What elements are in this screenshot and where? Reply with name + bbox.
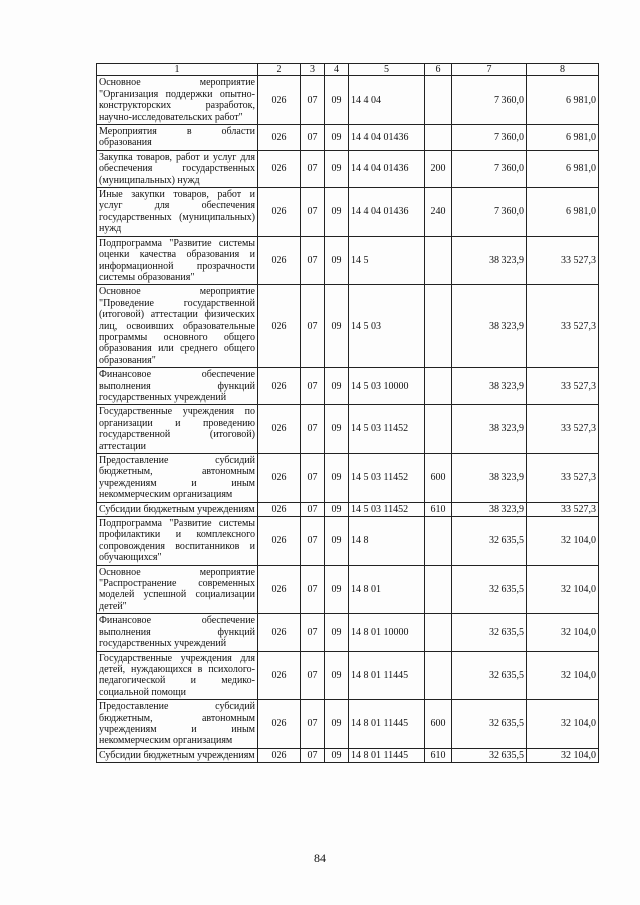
row-name-cell: Предоставление субсидий бюджетным, автономным учреждениям и иным некоммерческим организациям xyxy=(97,454,258,503)
row-expense-type-cell xyxy=(425,651,452,700)
row-section-cell: 07 xyxy=(301,368,325,405)
row-amount-cell: 33 527,3 xyxy=(527,285,599,368)
row-subsection-cell: 09 xyxy=(325,454,349,503)
row-name-cell: Подпрограмма "Развитие системы профилактики и комплексного сопровождения воспитанников и обучающихся" xyxy=(97,517,258,566)
table-row xyxy=(97,236,599,285)
column-header: 4 xyxy=(325,64,349,76)
row-name-cell: Мероприятия в области образования xyxy=(97,125,258,151)
row-subsection-cell: 09 xyxy=(325,76,349,125)
column-header: 6 xyxy=(425,64,452,76)
table-row xyxy=(97,285,599,368)
row-amount-cell: 7 360,0 xyxy=(452,125,527,151)
row-amount-cell: 38 323,9 xyxy=(452,368,527,405)
table-row xyxy=(97,405,599,454)
row-amount-cell: 32 635,5 xyxy=(452,748,527,762)
row-code-cell: 026 xyxy=(258,614,301,651)
row-code-cell: 026 xyxy=(258,565,301,614)
table-row xyxy=(97,454,599,503)
row-target-article-cell: 14 8 01 10000 xyxy=(349,614,425,651)
column-header: 3 xyxy=(301,64,325,76)
table-row xyxy=(97,614,599,651)
row-amount-cell: 32 104,0 xyxy=(527,748,599,762)
row-expense-type-cell xyxy=(425,405,452,454)
row-section-cell: 07 xyxy=(301,748,325,762)
table-row xyxy=(97,150,599,187)
row-amount-cell: 32 635,5 xyxy=(452,565,527,614)
row-subsection-cell: 09 xyxy=(325,188,349,237)
row-target-article-cell: 14 5 03 11452 xyxy=(349,502,425,516)
row-code-cell: 026 xyxy=(258,700,301,749)
row-amount-cell: 33 527,3 xyxy=(527,405,599,454)
column-header: 1 xyxy=(97,64,258,76)
row-expense-type-cell xyxy=(425,76,452,125)
row-section-cell: 07 xyxy=(301,614,325,651)
row-section-cell: 07 xyxy=(301,188,325,237)
row-expense-type-cell xyxy=(425,614,452,651)
row-amount-cell: 6 981,0 xyxy=(527,125,599,151)
row-code-cell: 026 xyxy=(258,502,301,516)
table-row xyxy=(97,188,599,237)
row-name-cell: Основное мероприятие "Распространение современных моделей успешной социализации детей" xyxy=(97,565,258,614)
row-code-cell: 026 xyxy=(258,76,301,125)
row-expense-type-cell: 200 xyxy=(425,150,452,187)
row-section-cell: 07 xyxy=(301,517,325,566)
row-amount-cell: 32 104,0 xyxy=(527,614,599,651)
row-target-article-cell: 14 5 03 11452 xyxy=(349,405,425,454)
row-expense-type-cell xyxy=(425,125,452,151)
row-amount-cell: 33 527,3 xyxy=(527,368,599,405)
row-amount-cell: 32 104,0 xyxy=(527,700,599,749)
table-row xyxy=(97,748,599,762)
row-expense-type-cell xyxy=(425,285,452,368)
row-expense-type-cell: 610 xyxy=(425,502,452,516)
table-row xyxy=(97,368,599,405)
row-target-article-cell: 14 4 04 01436 xyxy=(349,125,425,151)
row-name-cell: Государственные учреждения по организации и проведению государственной (итоговой) аттестации xyxy=(97,405,258,454)
row-name-cell: Предоставление субсидий бюджетным, автономным учреждениям и иным некоммерческим организациям xyxy=(97,700,258,749)
row-code-cell: 026 xyxy=(258,368,301,405)
row-subsection-cell: 09 xyxy=(325,700,349,749)
row-amount-cell: 7 360,0 xyxy=(452,76,527,125)
row-name-cell: Подпрограмма "Развитие системы оценки качества образования и информационной прозрачности системы образования" xyxy=(97,236,258,285)
row-subsection-cell: 09 xyxy=(325,565,349,614)
row-subsection-cell: 09 xyxy=(325,614,349,651)
column-header: 8 xyxy=(527,64,599,76)
row-subsection-cell: 09 xyxy=(325,748,349,762)
row-subsection-cell: 09 xyxy=(325,125,349,151)
row-target-article-cell: 14 4 04 xyxy=(349,76,425,125)
row-target-article-cell: 14 4 04 01436 xyxy=(349,150,425,187)
row-subsection-cell: 09 xyxy=(325,150,349,187)
table-row xyxy=(97,125,599,151)
header-row xyxy=(97,64,599,76)
column-header: 7 xyxy=(452,64,527,76)
column-header: 2 xyxy=(258,64,301,76)
row-amount-cell: 32 104,0 xyxy=(527,651,599,700)
row-amount-cell: 32 635,5 xyxy=(452,517,527,566)
row-amount-cell: 32 104,0 xyxy=(527,517,599,566)
row-subsection-cell: 09 xyxy=(325,368,349,405)
row-name-cell: Иные закупки товаров, работ и услуг для обеспечения государственных (муниципальных) нужд xyxy=(97,188,258,237)
row-code-cell: 026 xyxy=(258,405,301,454)
page-number: 84 xyxy=(314,851,326,865)
row-expense-type-cell xyxy=(425,368,452,405)
row-amount-cell: 32 104,0 xyxy=(527,565,599,614)
row-target-article-cell: 14 5 03 xyxy=(349,285,425,368)
row-amount-cell: 33 527,3 xyxy=(527,454,599,503)
row-name-cell: Финансовое обеспечение выполнения функций государственных учреждений xyxy=(97,614,258,651)
row-amount-cell: 32 635,5 xyxy=(452,651,527,700)
row-subsection-cell: 09 xyxy=(325,502,349,516)
row-subsection-cell: 09 xyxy=(325,517,349,566)
row-target-article-cell: 14 5 03 11452 xyxy=(349,454,425,503)
row-section-cell: 07 xyxy=(301,454,325,503)
table-row xyxy=(97,651,599,700)
row-name-cell: Основное мероприятие "Организация поддержки опытно-конструкторских разработок, научно-исследовательских работ" xyxy=(97,76,258,125)
table-row xyxy=(97,700,599,749)
row-amount-cell: 33 527,3 xyxy=(527,502,599,516)
row-amount-cell: 6 981,0 xyxy=(527,188,599,237)
row-amount-cell: 38 323,9 xyxy=(452,285,527,368)
row-subsection-cell: 09 xyxy=(325,651,349,700)
row-code-cell: 026 xyxy=(258,150,301,187)
row-code-cell: 026 xyxy=(258,651,301,700)
row-code-cell: 026 xyxy=(258,125,301,151)
row-section-cell: 07 xyxy=(301,236,325,285)
row-section-cell: 07 xyxy=(301,125,325,151)
row-subsection-cell: 09 xyxy=(325,405,349,454)
row-amount-cell: 38 323,9 xyxy=(452,454,527,503)
row-target-article-cell: 14 5 xyxy=(349,236,425,285)
row-target-article-cell: 14 4 04 01436 xyxy=(349,188,425,237)
row-name-cell: Закупка товаров, работ и услуг для обеспечения государственных (муниципальных) нужд xyxy=(97,150,258,187)
row-name-cell: Субсидии бюджетным учреждениям xyxy=(97,502,258,516)
row-section-cell: 07 xyxy=(301,285,325,368)
row-name-cell: Основное мероприятие "Проведение государственной (итоговой) аттестации физических лиц, освоивших образовательные программы основного общего образования или среднего общего образования" xyxy=(97,285,258,368)
row-amount-cell: 33 527,3 xyxy=(527,236,599,285)
row-amount-cell: 6 981,0 xyxy=(527,76,599,125)
row-amount-cell: 32 635,5 xyxy=(452,700,527,749)
column-header: 5 xyxy=(349,64,425,76)
row-amount-cell: 38 323,9 xyxy=(452,236,527,285)
row-section-cell: 07 xyxy=(301,405,325,454)
row-expense-type-cell: 610 xyxy=(425,748,452,762)
row-target-article-cell: 14 8 xyxy=(349,517,425,566)
row-code-cell: 026 xyxy=(258,285,301,368)
row-target-article-cell: 14 8 01 11445 xyxy=(349,748,425,762)
row-expense-type-cell xyxy=(425,517,452,566)
row-section-cell: 07 xyxy=(301,651,325,700)
row-target-article-cell: 14 5 03 10000 xyxy=(349,368,425,405)
row-code-cell: 026 xyxy=(258,236,301,285)
row-amount-cell: 32 635,5 xyxy=(452,614,527,651)
row-amount-cell: 6 981,0 xyxy=(527,150,599,187)
table-row xyxy=(97,502,599,516)
table-row xyxy=(97,76,599,125)
row-target-article-cell: 14 8 01 xyxy=(349,565,425,614)
row-expense-type-cell: 600 xyxy=(425,700,452,749)
row-amount-cell: 38 323,9 xyxy=(452,405,527,454)
row-expense-type-cell: 240 xyxy=(425,188,452,237)
row-section-cell: 07 xyxy=(301,565,325,614)
row-name-cell: Финансовое обеспечение выполнения функций государственных учреждений xyxy=(97,368,258,405)
row-name-cell: Государственные учреждения для детей, нуждающихся в психолого-педагогической и медико-социальной помощи xyxy=(97,651,258,700)
row-subsection-cell: 09 xyxy=(325,236,349,285)
row-code-cell: 026 xyxy=(258,748,301,762)
row-amount-cell: 7 360,0 xyxy=(452,188,527,237)
row-code-cell: 026 xyxy=(258,517,301,566)
row-expense-type-cell xyxy=(425,565,452,614)
row-amount-cell: 7 360,0 xyxy=(452,150,527,187)
row-amount-cell: 38 323,9 xyxy=(452,502,527,516)
row-target-article-cell: 14 8 01 11445 xyxy=(349,651,425,700)
row-expense-type-cell: 600 xyxy=(425,454,452,503)
table-body xyxy=(97,76,599,763)
table-row xyxy=(97,565,599,614)
row-name-cell: Субсидии бюджетным учреждениям xyxy=(97,748,258,762)
row-subsection-cell: 09 xyxy=(325,285,349,368)
row-section-cell: 07 xyxy=(301,150,325,187)
row-section-cell: 07 xyxy=(301,700,325,749)
row-code-cell: 026 xyxy=(258,188,301,237)
table-row xyxy=(97,517,599,566)
row-target-article-cell: 14 8 01 11445 xyxy=(349,700,425,749)
row-expense-type-cell xyxy=(425,236,452,285)
row-code-cell: 026 xyxy=(258,454,301,503)
budget-table xyxy=(96,63,599,763)
row-section-cell: 07 xyxy=(301,76,325,125)
row-section-cell: 07 xyxy=(301,502,325,516)
